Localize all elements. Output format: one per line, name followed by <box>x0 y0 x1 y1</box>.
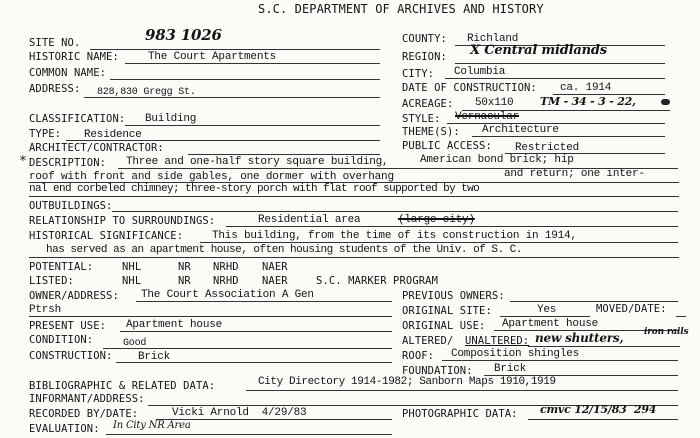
altered-value: new shutters, <box>535 331 624 345</box>
outbuildings-label: OUTBUILDINGS: <box>29 200 113 212</box>
public-access-label: PUBLIC ACCESS: <box>402 140 492 152</box>
description-star: * <box>19 154 27 169</box>
sc-marker-program: S.C. MARKER PROGRAM <box>316 275 439 287</box>
site-no-label: SITE NO. <box>29 37 81 49</box>
recorded-by-label: RECORDED BY/DATE: <box>29 408 139 420</box>
unaltered-label: UNALTERED: <box>465 335 530 347</box>
photographic-data-value: cmvc 12/15/83 294 <box>540 403 657 416</box>
address-label: ADDRESS: <box>29 83 81 95</box>
tax-map-value: TM - 34 - 3 - 22, <box>540 95 636 108</box>
listed-nr[interactable]: NR <box>178 275 191 287</box>
altered-value-2: iron rails <box>644 327 689 337</box>
relationship-struck: (large city) <box>398 214 475 226</box>
present-use-value: Apartment house <box>126 319 223 331</box>
altered-label: ALTERED/ <box>402 335 454 347</box>
potential-nr[interactable]: NR <box>178 261 191 273</box>
photographic-data-label: PHOTOGRAPHIC DATA: <box>402 408 518 420</box>
owner-value-1: The Court Association A Gen <box>141 289 314 301</box>
evaluation-label: EVALUATION: <box>29 423 100 435</box>
common-name-label: COMMON NAME: <box>29 67 107 79</box>
bibliographic-label: BIBLIOGRAPHIC & RELATED DATA: <box>29 380 216 392</box>
style-label: STYLE: <box>402 113 441 125</box>
roof-value: Composition shingles <box>451 348 580 360</box>
historic-name-label: HISTORIC NAME: <box>29 51 119 63</box>
owner-label: OWNER/ADDRESS: <box>29 290 119 302</box>
foundation-label: FOUNDATION: <box>402 365 473 377</box>
significance-line-2: has served as an apartment house, often housing students of the Univ. of S. C. <box>46 244 522 256</box>
acreage-value: 50x110 <box>475 97 514 109</box>
previous-owners-label: PREVIOUS OWNERS: <box>402 290 505 302</box>
style-value: Vernacular <box>455 111 520 123</box>
description-line-3: nal end corbeled chimney; three-story porch with flat roof supported by two <box>29 183 480 195</box>
condition-label: CONDITION: <box>29 334 94 346</box>
form-header: S.C. DEPARTMENT OF ARCHIVES AND HISTORY <box>258 2 544 16</box>
listed-label: LISTED: <box>29 275 74 287</box>
architect-label: ARCHITECT/CONTRACTOR: <box>29 142 164 154</box>
county-label: COUNTY: <box>402 33 447 45</box>
listed-nhl[interactable]: NHL <box>122 275 142 287</box>
description-line-1b: American bond brick; hip <box>420 154 574 166</box>
type-label: TYPE: <box>29 128 62 140</box>
potential-label: POTENTIAL: <box>29 261 94 273</box>
original-use-label: ORIGINAL USE: <box>402 320 486 332</box>
moved-date-label: MOVED/DATE: <box>596 303 667 315</box>
condition-value: Good <box>123 338 147 349</box>
potential-nhl[interactable]: NHL <box>122 261 142 273</box>
roof-label: ROOF: <box>402 350 435 362</box>
recorded-by-value: Vicki Arnold 4/29/83 <box>172 407 307 419</box>
original-use-value: Apartment house <box>502 318 599 330</box>
description-line-1: Three and one-half story square building, <box>126 156 389 168</box>
themes-label: THEME(S): <box>402 126 460 138</box>
informant-label: INFORMANT/ADDRESS: <box>29 393 145 405</box>
description-line-2: roof with front and side gables, one dormer with overhang <box>29 171 394 183</box>
ink-blot <box>661 99 670 105</box>
potential-nrhd[interactable]: NRHD <box>213 261 239 273</box>
description-line-2b: and return; one inter- <box>504 168 645 180</box>
region-value: X Central midlands <box>470 43 607 58</box>
historic-name-value: The Court Apartments <box>148 51 277 63</box>
evaluation-value: In City NR Area <box>113 420 191 431</box>
region-label: REGION: <box>402 51 447 63</box>
site-no-value: 983 1026 <box>145 26 222 44</box>
relationship-label: RELATIONSHIP TO SURROUNDINGS: <box>29 215 216 227</box>
acreage-label: ACREAGE: <box>402 98 454 110</box>
original-site-value: Yes <box>537 304 557 316</box>
public-access-value: Restricted <box>515 142 580 154</box>
themes-value: Architecture <box>482 124 559 136</box>
classification-value: Building <box>145 113 197 125</box>
date-of-construction-value: ca. 1914 <box>560 82 612 94</box>
city-label: CITY: <box>402 68 435 80</box>
construction-value: Brick <box>138 351 171 363</box>
construction-label: CONSTRUCTION: <box>29 350 113 362</box>
date-of-construction-label: DATE OF CONSTRUCTION: <box>402 82 537 94</box>
classification-label: CLASSIFICATION: <box>29 113 126 125</box>
description-label: DESCRIPTION: <box>29 157 107 169</box>
type-value: Residence <box>84 129 142 141</box>
foundation-value: Brick <box>494 363 527 375</box>
listed-naer[interactable]: NAER <box>262 275 288 287</box>
owner-value-2: Ptrsh <box>29 304 62 316</box>
present-use-label: PRESENT USE: <box>29 320 107 332</box>
address-value: 828,830 Gregg St. <box>97 87 196 98</box>
potential-naer[interactable]: NAER <box>262 261 288 273</box>
bibliographic-value: City Directory 1914-1982; Sanborn Maps 1910,1919 <box>258 376 556 388</box>
county-value: Richland <box>467 33 519 45</box>
relationship-value: Residential area <box>258 214 361 226</box>
original-site-label: ORIGINAL SITE: <box>402 305 492 317</box>
listed-nrhd[interactable]: NRHD <box>213 275 239 287</box>
significance-line-1: This building, from the time of its construction in 1914, <box>212 230 577 242</box>
city-value: Columbia <box>454 66 506 78</box>
significance-label: HISTORICAL SIGNIFICANCE: <box>29 230 184 242</box>
